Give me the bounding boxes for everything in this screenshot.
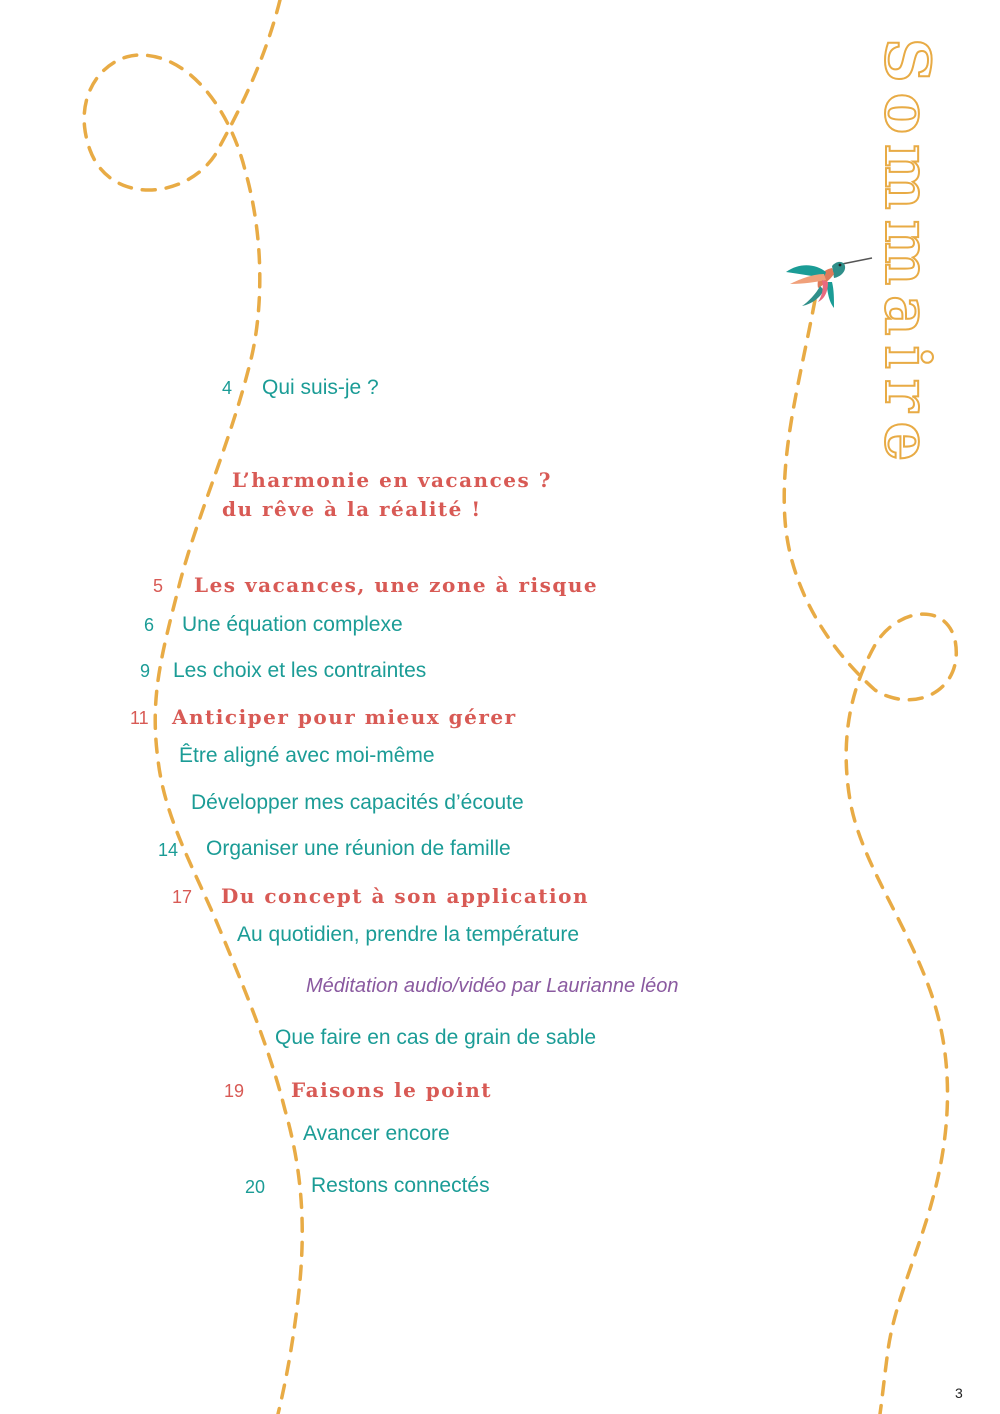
toc-subsection-title: Que faire en cas de grain de sable [275,1026,597,1049]
toc-subsection-title: Restons connectés [311,1174,490,1197]
toc-page-number: 14 [158,840,179,860]
toc-subsection-title: Avancer encore [303,1122,450,1145]
page-number: 3 [955,1385,963,1401]
toc-page-number: 5 [153,576,164,596]
toc-media-title: Méditation audio/vidéo par Laurianne léon [306,975,679,997]
toc-section-title: Les vacances, une zone à risque [194,573,599,597]
toc-page-number: 19 [224,1081,245,1101]
toc-subsection-title: Qui suis-je ? [262,376,379,399]
hummingbird-icon [782,244,874,312]
toc-subsection-title: Être aligné avec moi-même [179,744,435,767]
toc-page-number: 11 [130,708,149,728]
toc-page-number: 17 [172,887,193,907]
toc-subsection-title: Développer mes capacités d’écoute [191,791,524,814]
toc-part-title-line2: du rêve à la réalité ! [222,497,482,521]
toc-page-number: 4 [222,378,233,398]
toc-page-number: 9 [140,661,151,681]
toc-subsection-title: Au quotidien, prendre la température [237,923,580,946]
toc-section-title: Du concept à son application [221,884,589,908]
page-title: Sommaire [871,38,944,472]
toc-section-title: Faisons le point [291,1078,493,1102]
toc-subsection-title: Une équation complexe [182,613,403,636]
toc-page-number: 6 [144,615,155,635]
toc-page-number: 20 [245,1177,266,1197]
toc-part-title-line1: L’harmonie en vacances ? [232,468,552,492]
toc-subsection-title: Les choix et les contraintes [173,659,427,682]
toc-section-title: Anticiper pour mieux gérer [172,705,517,729]
toc-subsection-title: Organiser une réunion de famille [206,837,511,860]
